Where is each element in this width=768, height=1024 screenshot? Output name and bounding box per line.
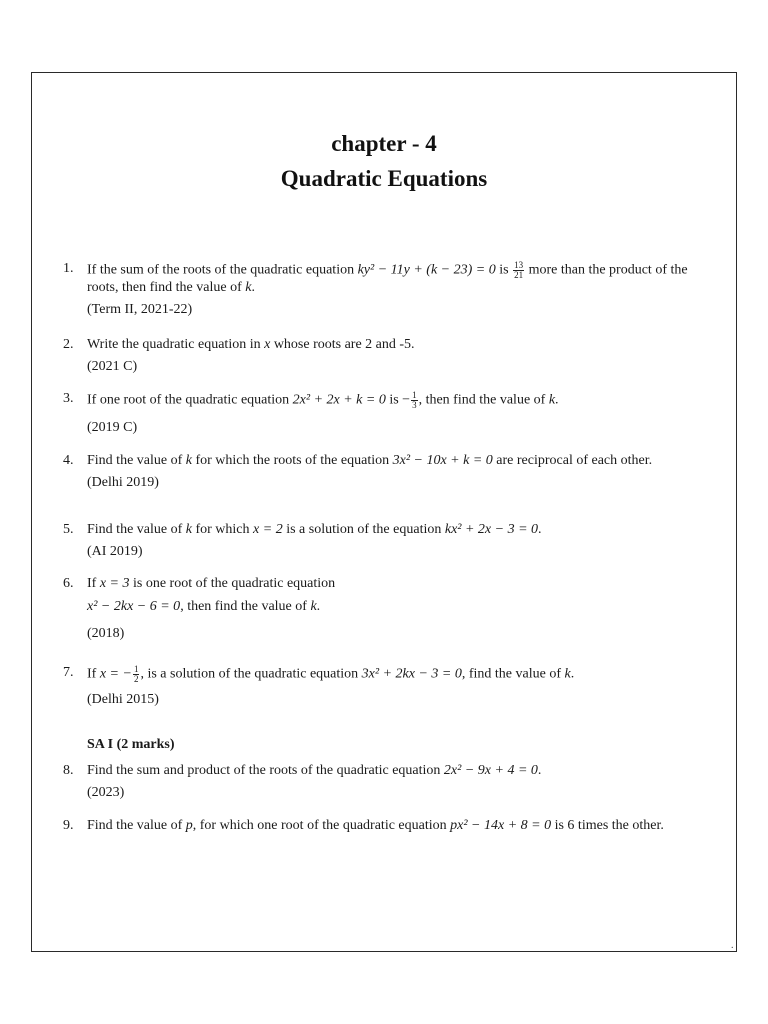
question-source: (2023) (87, 785, 125, 800)
question-text: If one root of the quadratic equation 2x² + 2x + k = 0 is − $\frac{1}{3}$ , then find the value of k. (87, 390, 559, 410)
question-number: 3. (63, 391, 74, 406)
question-text: Write the quadratic equation in x whose roots are 2 and -5. (87, 337, 415, 352)
question-text: Find the value of k for which the roots of the equation 3x² − 10x + k = 0 are reciprocal of each other. (87, 453, 653, 468)
question-text: Find the value of k for which x = 2 is a solution of the equation kx² + 2x − 3 = 0. (87, 522, 542, 537)
question-3 (63, 391, 703, 436)
question-source: (Delhi 2015) (87, 692, 159, 707)
equation: px² − 14x + 8 = 0 (450, 818, 552, 833)
chapter-number: chapter - 4 (331, 131, 437, 156)
question-source: (Delhi 2019) (87, 475, 159, 490)
question-8 (63, 763, 703, 801)
question-source: (AI 2019) (87, 544, 143, 559)
question-text: If x = − $\frac{1}{2}$ , is a solution of the quadratic equation 3x² + 2kx − 3 = 0, find the value of k. (87, 664, 575, 684)
question-source: (Term II, 2021-22) (87, 302, 193, 317)
fraction: $\frac{13}{21}$ (514, 260, 524, 280)
equation: 3x² − 10x + k = 0 (392, 453, 493, 468)
question-5 (63, 522, 703, 560)
question-number: 9. (63, 818, 74, 833)
question-9 (63, 818, 703, 834)
fraction: $\frac{1}{2}$ (133, 664, 139, 684)
equation: 3x² + 2kx − 3 = 0 (361, 666, 462, 682)
question-text: If the sum of the roots of the quadratic equation ky² − 11y + (k − 23) = 0 is $\frac{13}{21}$ more than the product of the roots, then find the value of k. (87, 260, 688, 295)
question-source: (2021 C) (87, 359, 138, 374)
equation: 2x² + 2x + k = 0 (292, 392, 386, 408)
question-number: 1. (63, 261, 74, 276)
question-source: (2018) (87, 626, 125, 641)
question-number: 6. (63, 576, 74, 591)
question-1 (63, 261, 703, 318)
question-text: If x = 3 is one root of the quadratic equation x² − 2kx − 6 = 0, then find the value of k. (87, 576, 336, 614)
equation: x = − (99, 666, 132, 682)
question-number: 8. (63, 763, 74, 778)
equation: 2x² − 9x + 4 = 0 (443, 763, 538, 778)
fraction: $\frac{1}{3}$ (412, 390, 417, 410)
equation: kx² + 2x − 3 = 0 (444, 522, 539, 537)
question-number: 4. (63, 453, 74, 468)
section-heading: SA I (2 marks) (87, 737, 175, 752)
footer-mark: . (731, 940, 734, 951)
question-4 (63, 453, 703, 491)
question-6 (63, 576, 703, 642)
equation: x = 3 (99, 576, 130, 591)
question-source: (2019 C) (87, 420, 138, 435)
equation: ky² − 11y + (k − 23) = 0 (357, 262, 496, 278)
question-2 (63, 337, 703, 375)
equation: x = 2 (253, 522, 283, 537)
question-number: 2. (63, 337, 74, 352)
question-7 (63, 665, 703, 708)
question-number: 5. (63, 522, 74, 537)
question-text: Find the value of p, for which one root of the quadratic equation px² − 14x + 8 = 0 is 6 times the other. (87, 818, 664, 833)
page-border (31, 72, 737, 952)
question-number: 7. (63, 665, 74, 680)
question-text: Find the sum and product of the roots of the quadratic equation 2x² − 9x + 4 = 0. (87, 763, 542, 778)
equation: x² − 2kx − 6 = 0 (87, 599, 181, 614)
chapter-title: Quadratic Equations (280, 166, 488, 191)
